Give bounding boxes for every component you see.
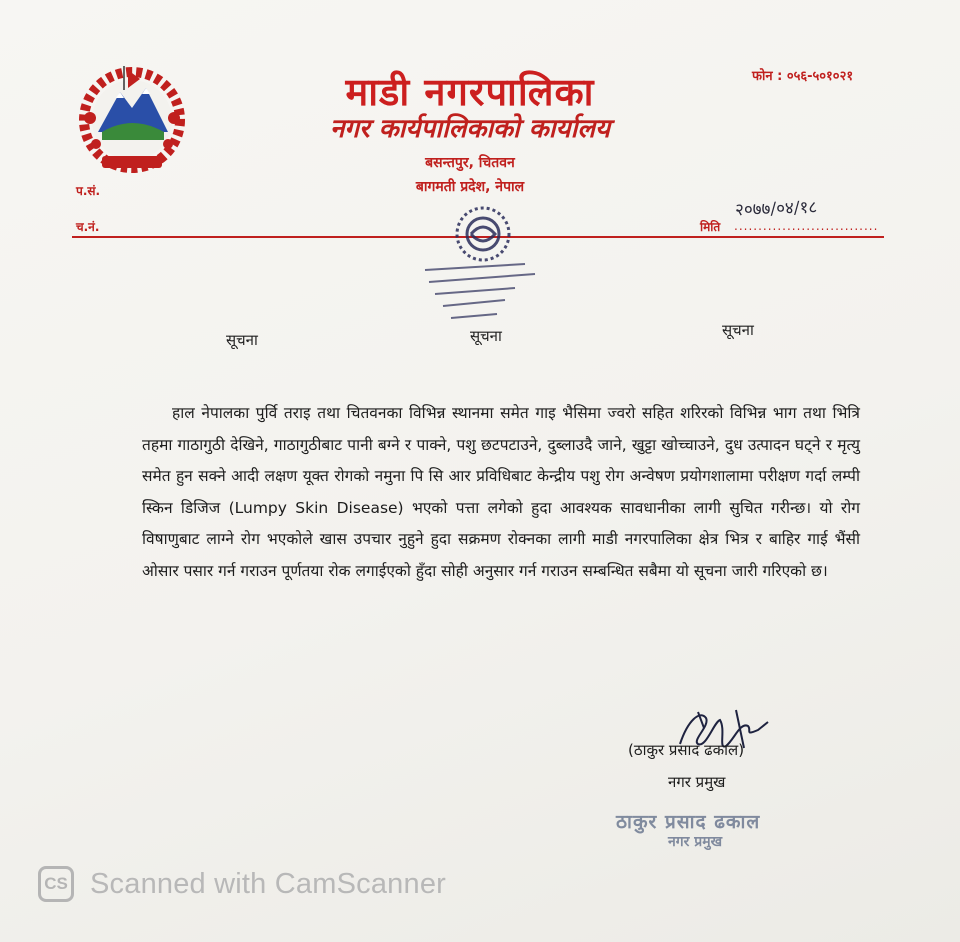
title-stamp: नगर प्रमुख: [668, 834, 723, 850]
org-name: माडी नगरपालिका: [345, 70, 595, 114]
address-line2: बागमती प्रदेश, नेपाल: [415, 179, 525, 195]
notice-heading-3: सूचना: [722, 321, 754, 339]
address-line1: बसन्तपुर, चितवन: [425, 155, 515, 171]
notice-heading-2: सूचना: [470, 327, 502, 345]
nepal-emblem-icon: [68, 62, 196, 180]
notice-body: हाल नेपालका पुर्वि तराइ तथा चितवनका विभिन्न स्थानमा समेत गाइ भैसिमा ज्वरो सहित शरिरको विभिन्न भाग तथा भित्रि तहमा गाठागुठी देखिने, गाठागुठीबाट पानी बग्ने र पाक्ने, पशु छटपटाउने, दुब्लाउदै जाने, खुट्टा खोच्चाउने, दुध उत्पादन घट्ने र मृत्यु समेत हुन सक्ने आदी लक्षण यूक्त रोगको नमुना पि सि आर प्रविधिबाट केन्द्रीय पशु रोग अन्वेषण प्रयोगशालामा परीक्षण गर्दा लम्पी स्किन डिजिज (Lumpy Skin Disease) भएको पत्ता लगेको हुदा आवश्यक सावधानीका लागी सुचित गरीन्छ। यो रोग विषाणुबाट लाग्ने रोग भएकोले खास उपचार नुहुने हुदा सक्रमण रोक्नका लागी माडी नगरपालिका क्षेत्र भित्र र बाहिर गाई भैंसी ओसार पसार गर्न गराउन पूर्णतया रोक लगाईएको हुँदा सोही अनुसार गर्न गराउन सम्बन्धित सबैमा यो सूचना जारी गरिएको छ।: [142, 404, 860, 580]
name-stamp: ठाकुर प्रसाद ढकाल: [616, 811, 761, 833]
miti-label: मिति: [700, 220, 721, 234]
camscanner-watermark: [38, 864, 446, 904]
office-name: नगर कार्यपालिकाको कार्यालय: [329, 114, 611, 144]
signer-title: नगर प्रमुख: [668, 773, 726, 791]
miti-dots: ..............................: [734, 219, 879, 233]
ps-label: प.सं.: [76, 184, 101, 198]
office-stamp-icon: [405, 200, 565, 330]
signer-name: (ठाकुर प्रसाद ढकाल): [628, 741, 745, 759]
handwritten-date: २०७७/०४/१८: [734, 197, 818, 221]
phone-number: फोन : ०५६-५०१०२१: [752, 69, 854, 84]
cn-label: च.नं.: [76, 220, 100, 234]
camscanner-logo-icon: CS: [38, 866, 74, 902]
camscanner-text: Scanned with CamScanner: [90, 867, 447, 900]
notice-heading-1: सूचना: [226, 331, 258, 349]
